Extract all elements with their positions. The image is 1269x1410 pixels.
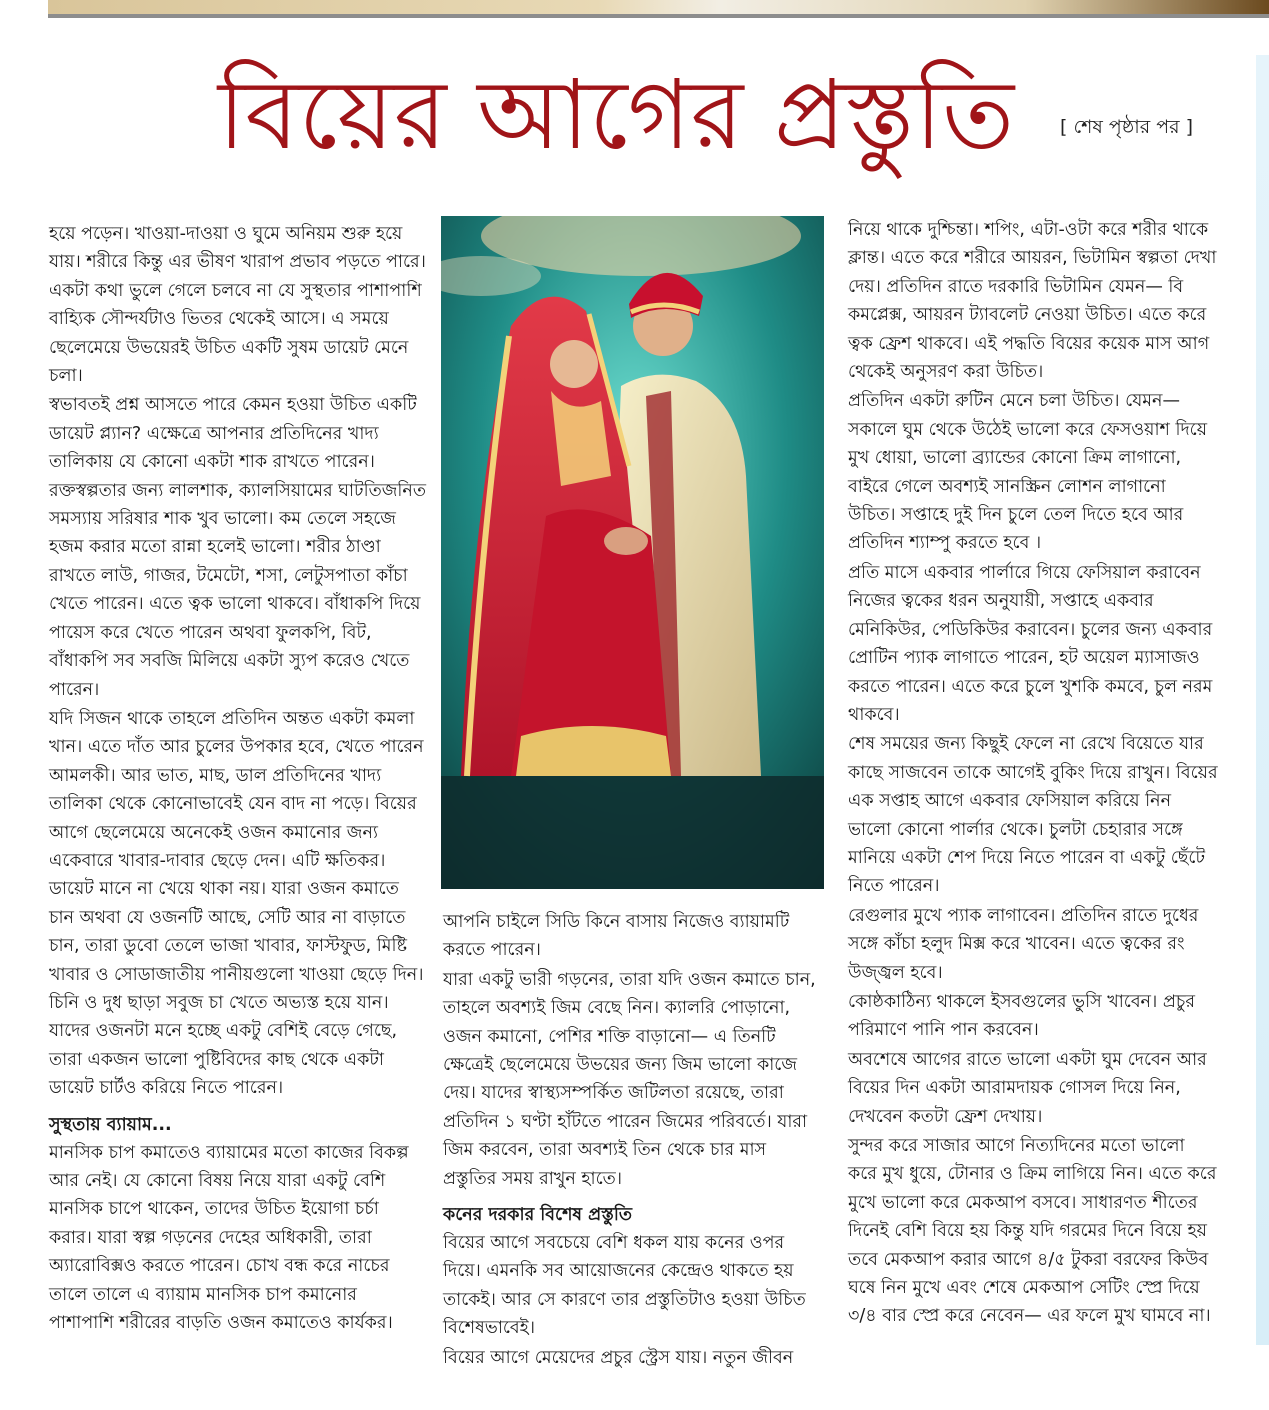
paragraph: রেগুলার মুখে প্যাক লাগাবেন। প্রতিদিন রাতে দুধের সঙ্গে কাঁচা হলুদ মিক্স করে খাবেন। এতে ত্বকের রং উজ্জ্বল হবে। [848,905,1199,983]
right-edge-strip [1256,55,1269,1345]
subheading-bride-preparation: কনের দরকার বিশেষ প্রস্তুতি [443,1205,632,1226]
paragraph: আপনি চাইলে সিডি কিনে বাসায় নিজেও ব্যায়ামটি করতে পারেন। [443,912,790,961]
paragraph: কোষ্ঠকাঠিন্য থাকলে ইসবগুলের ভুসি খাবেন। প্রচুর পরিমাণে পানি পান করবেন। [848,991,1195,1041]
article-column-1 [49,220,427,1338]
paragraph: মানসিক চাপ কমাতেও ব্যায়ামের মতো কাজের বিকল্প আর নেই। যে কোনো বিষয় নিয়ে যারা একটু বেশি মানসিক চাপে থাকেন, তাদের উচিত ইয়োগা চর্চা করার। যারা স্বল্প গড়নের দেহের অধিকারী, তারা অ্যারোবিক্সও করতে পারেন। চোখ বন্ধ করে নাচের তালে তালে এ ব্যায়াম মানসিক চাপ কমানোর পাশাপাশি শরীরের বাড়তি ওজন কমাতেও কার্যকর। [49,1142,409,1334]
paragraph: প্রতিদিন একটা রুটিন মেনে চলা উচিত। যেমন— সকালে ঘুম থেকে উঠেই ভালো করে ফেসওয়াশ দিয়ে মুখ ধোয়া, ভালো ব্র্যান্ডের কোনো ক্রিম লাগানো, বাইরে গেলে অবশ্যই সানস্ক্রিন লোশন লাগানো উচিত। সপ্তাহে দুই দিন চুলে তেল দিতে হবে আর প্রতিদিন শ্যাম্পু করতে হবে । [848,391,1208,554]
top-rule [48,14,1269,18]
paragraph: সুন্দর করে সাজার আগে নিত্যদিনের মতো ভালো করে মুখ ধুয়ে, টোনার ও ক্রিম লাগিয়ে নিন। এতে করে মুখে ভালো করে মেকআপ বসবে। সাধারণত শীতের দিনেই বেশি বিয়ে হয় কিন্তু যদি গরমের দিনে বিয়ে হয় তবে মেকআপ করার আগে ৪/৫ টুকরা বরফের কিউব ঘষে নিন মুখে এবং শেষে মেকআপ সেটিং স্প্রে দিয়ে ৩/৪ বার স্প্রে করে নেবেন— এর ফলে মুখ ঘামবে না। [848,1136,1217,1327]
article-column-2 [443,908,823,1373]
paragraph: শেষ সময়ের জন্য কিছুই ফেলে না রেখে বিয়েতে যার কাছে সাজবেন তাকে আগেই বুকিং দিয়ে রাখুন। বিয়ের এক সপ্তাহ আগে একবার ফেসিয়াল করিয়ে নিন ভালো কোনো পার্লার থেকে। চুলটা চেহারার সঙ্গে মানিয়ে একটা শেপ দিয়ে নিতে পারেন বা একটু ছেঁটে নিতে পারেন। [848,734,1218,897]
top-photo-strip [48,0,1269,14]
wedding-couple-photo [441,216,824,889]
article-column-3 [848,216,1218,1332]
paragraph: বিয়ের আগে মেয়েদের প্রচুর স্ট্রেস যায়। নতুন জীবন [443,1347,794,1368]
paragraph: স্বভাবতই প্রশ্ন আসতে পারে কেমন হওয়া উচিত একটি ডায়েট প্ল্যান? এক্ষেত্রে আপনার প্রতিদিনের খাদ্য তালিকায় যে কোনো একটা শাক রাখতে পারেন। রক্তস্বল্পতার জন্য লালশাক, ক্যালসিয়ামের ঘাটতিজনিত সমস্যায় সরিষার শাক খুব ভালো। কম তেলে সহজে হজম করার মতো রান্না হলেই ভালো। শরীর ঠাণ্ডা রাখতে লাউ, গাজর, টমেটো, শসা, লেটুসপাতা কাঁচা খেতে পারেন। এতে ত্বক ভালো থাকবে। বাঁধাকপি দিয়ে পায়েস করে খেতে পারেন অথবা ফুলকপি, বিট, বাঁধাকপি সব সবজি মিলিয়ে একটা স্যুপ করেও খেতে পারেন। [49,395,426,700]
paragraph: যারা একটু ভারী গড়নের, তারা যদি ওজন কমাতে চান, তাহলে অবশ্যই জিম বেছে নিন। ক্যালরি পোড়ানো, ওজন কমানো, পেশির শক্তি বাড়ানো— এ তিনটি ক্ষেত্রেই ছেলেমেয়ে উভয়ের জন্য জিম ভালো কাজে দেয়। যাদের স্বাস্থ্যসম্পর্কিত জটিলতা রয়েছে, তারা প্রতিদিন ১ ঘণ্টা হাঁটতে পারেন জিমের পরিবর্তে। যারা জিম করবেন, তারা অবশ্যই তিন থেকে চার মাস প্রস্তুতির সময় রাখুন হাতে। [443,969,816,1189]
paragraph: হয়ে পড়েন। খাওয়া-দাওয়া ও ঘুমে অনিয়ম শুরু হয়ে যায়। শরীরে কিন্তু এর ভীষণ খারাপ প্রভাব পড়তে পারে। একটা কথা ভুলে গেলে চলবে না যে সুস্থতার পাশাপাশি বাহ্যিক সৌন্দর্যটাও ভিতর থেকেই আসে। এ সময়ে ছেলেমেয়ে উভয়েরই উচিত একটি সুষম ডায়েট মেনে চলা। [49,224,426,387]
paragraph: অবশেষে আগের রাতে ভালো একটা ঘুম দেবেন আর বিয়ের দিন একটা আরামদায়ক গোসল দিয়ে নিন, দেখবেন কতটা ফ্রেশ দেখায়। [848,1049,1207,1127]
continued-from-note: [ শেষ পৃষ্ঠার পর ] [1060,116,1193,138]
paragraph: বিয়ের আগে সবচেয়ে বেশি ধকল যায় কনের ওপর দিয়ে। এমনকি সব আয়োজনের কেন্দ্রেও থাকতে হয় তাকেই। আর সে কারণে তার প্রস্তুতিটাও হওয়া উচিত বিশেষভাবেই। [443,1233,806,1339]
paragraph: প্রতি মাসে একবার পার্লারে গিয়ে ফেসিয়াল করাবেন নিজের ত্বকের ধরন অনুযায়ী, সপ্তাহে একবার মেনিকিউর, পেডিকিউর করাবেন। চুলের জন্য একবার প্রোটিন প্যাক লাগাতে পারেন, হট অয়েল ম্যাসাজও করতে পারেন। এতে করে চুলে খুশকি কমবে, চুল নরম থাকবে। [848,562,1213,725]
headline: বিয়ের আগের প্রস্তুতি [217,59,1015,171]
paragraph: নিয়ে থাকে দুশ্চিন্তা। শপিং, এটা-ওটা করে শরীর থাকে ক্লান্ত। এতে করে শরীরে আয়রন, ভিটামিন স্বল্পতা দেখা দেয়। প্রতিদিন রাতে দরকারি ভিটামিন যেমন— বি কমপ্লেক্স, আয়রন ট্যাবলেট নেওয়া উচিত। এতে করে ত্বক ফ্রেশ থাকবে। এই পদ্ধতি বিয়ের কয়েক মাস আগ থেকেই অনুসরণ করা উচিত। [848,220,1217,383]
subheading-exercise: সুস্থতায় ব্যায়াম... [49,1114,172,1135]
paragraph: যদি সিজন থাকে তাহলে প্রতিদিন অন্তত একটা কমলা খান। এতে দাঁত আর চুলের উপকার হবে, খেতে পারেন আমলকী। আর ভাত, মাছ, ডাল প্রতিদিনের খাদ্য তালিকা থেকে কোনোভাবেই যেন বাদ না পড়ে। বিয়ের আগে ছেলেমেয়ে অনেকেই ওজন কমানোর জন্য একেবারে খাবার-দাবার ছেড়ে দেন। এটি ক্ষতিকর। ডায়েট মানে না খেয়ে থাকা নয়। যারা ওজন কমাতে চান অথবা যে ওজনটি আছে, সেটি আর না বাড়াতে চান, তারা ডুবো তেলে ভাজা খাবার, ফাস্টফুড, মিষ্টি খাবার ও সোডাজাতীয় পানীয়গুলো খাওয়া ছেড়ে দিন। চিনি ও দুধ ছাড়া সবুজ চা খেতে অভ্যস্ত হয়ে যান। যাদের ওজনটা মনে হচ্ছে একটু বেশিই বেড়ে গেছে, তারা একজন ভালো পুষ্টিবিদের কাছ থেকে একটা ডায়েট চার্টও করিয়ে নিতে পারেন। [49,708,424,1099]
